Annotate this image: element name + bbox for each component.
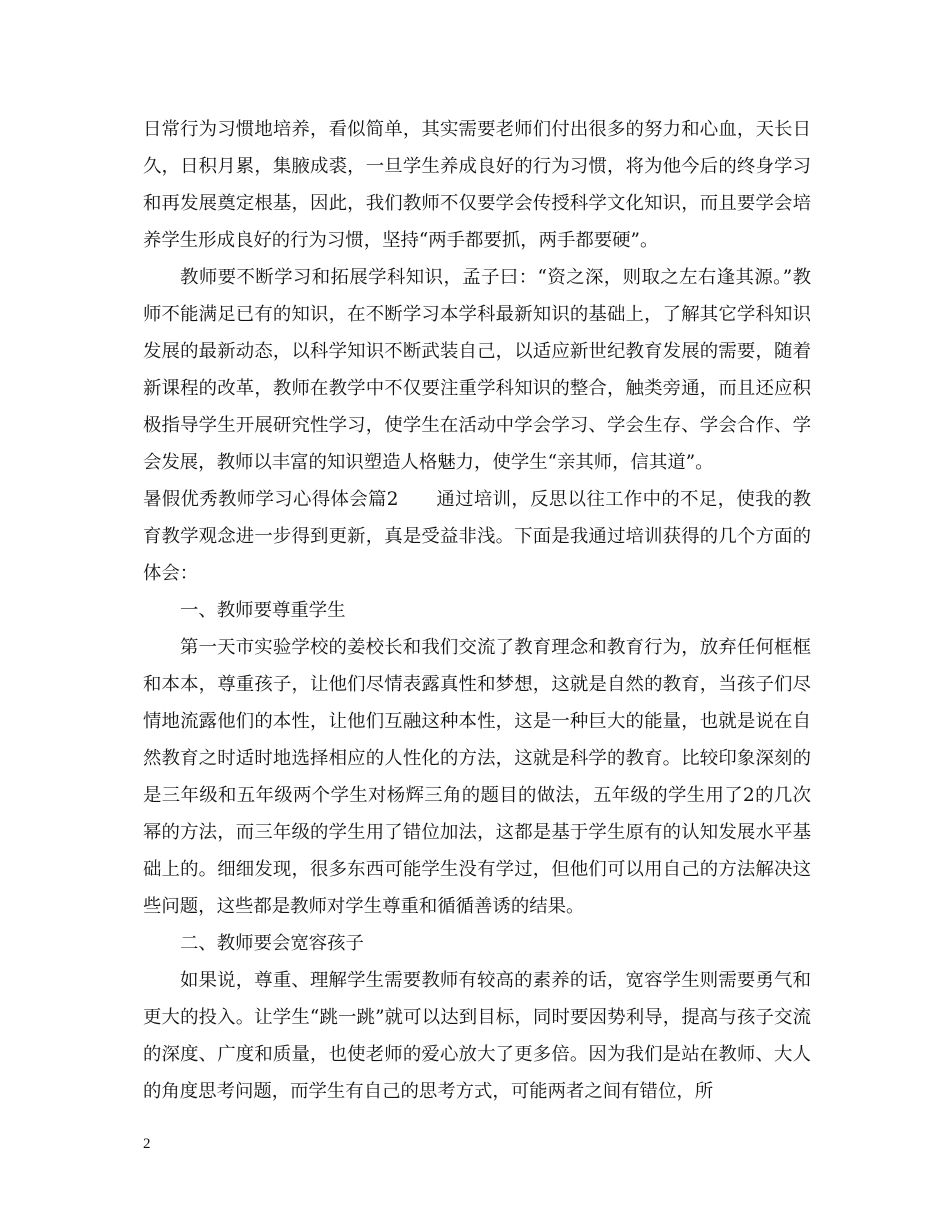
- paragraph-learning: 教师要不断学习和拓展学科知识，孟子曰：“资之深，则取之左右逢其源。”教师不能满足已有的知识，在不断学习本学科最新知识的基础上，了解其它学科知识发展的最新动态，以科学知识不断武装自己，以适应新世纪教育发展的需要，随着新课程的改革，教师在教学中不仅要注重学科知识的整合，触类旁通，而且还应积极指导学生开展研究性学习，使学生在活动中学会学习、学会生存、学会合作、学会发展，教师以丰富的知识塑造人格魅力，使学生“亲其师，信其道”。: [143, 267, 811, 473]
- section-heading-tolerance: 二、教师要会宽容孩子: [180, 933, 364, 954]
- page-number: 2: [143, 1136, 151, 1152]
- paragraph-habits: 日常行为习惯地培养，看似简单，其实需要老师们付出很多的努力和心血，天长日久，日积月累，集腋成裘，一旦学生养成良好的行为习惯，将为他今后的终身学习和再发展奠定根基，因此，我们教师不仅要学会传授科学文化知识，而且要学会培养学生形成良好的行为习惯，坚持“两手都要抓，两手都要硬”。: [143, 119, 811, 251]
- paragraph-respect: 第一天市实验学校的姜校长和我们交流了教育理念和教育行为，放弃任何框框和本本，尊重孩子，让他们尽情表露真性和梦想，这就是自然的教育，当孩子们尽情地流露他们的本性，让他们互融这种本性，这是一种巨大的能量，也就是说在自然教育之时适时地选择相应的人性化的方法，这就是科学的教育。比较印象深刻的是三年级和五年级两个学生对杨辉三角的题目的做法，五年级的学生用了2的几次幂的方法，而三年级的学生用了错位加法，这都是基于学生原有的认知发展水平基础上的。细细发现，很多东西可能学生没有学过，但他们可以用自己的方法解决这些问题，这些都是教师对学生尊重和循循善诱的结果。: [143, 637, 811, 917]
- paragraph-tolerance: 如果说，尊重、理解学生需要教师有较高的素养的话，宽容学生则需要勇气和更大的投入。让学生“跳一跳”就可以达到目标，同时要因势利导，提高与孩子交流的深度、广度和质量，也使老师的爱心放大了更多倍。因为我们是站在教师、大人的角度思考问题，而学生有自己的思考方式，可能两者之间有错位，所: [143, 970, 811, 1102]
- paragraph-article-two-intro: 暑假优秀教师学习心得体会篇2 通过培训，反思以往工作中的不足，使我的教育教学观念进一步得到更新，真是受益非浅。下面是我通过培训获得的几个方面的体会：: [143, 489, 811, 584]
- document-body: [143, 111, 811, 1110]
- section-heading-respect: 一、教师要尊重学生: [180, 600, 346, 621]
